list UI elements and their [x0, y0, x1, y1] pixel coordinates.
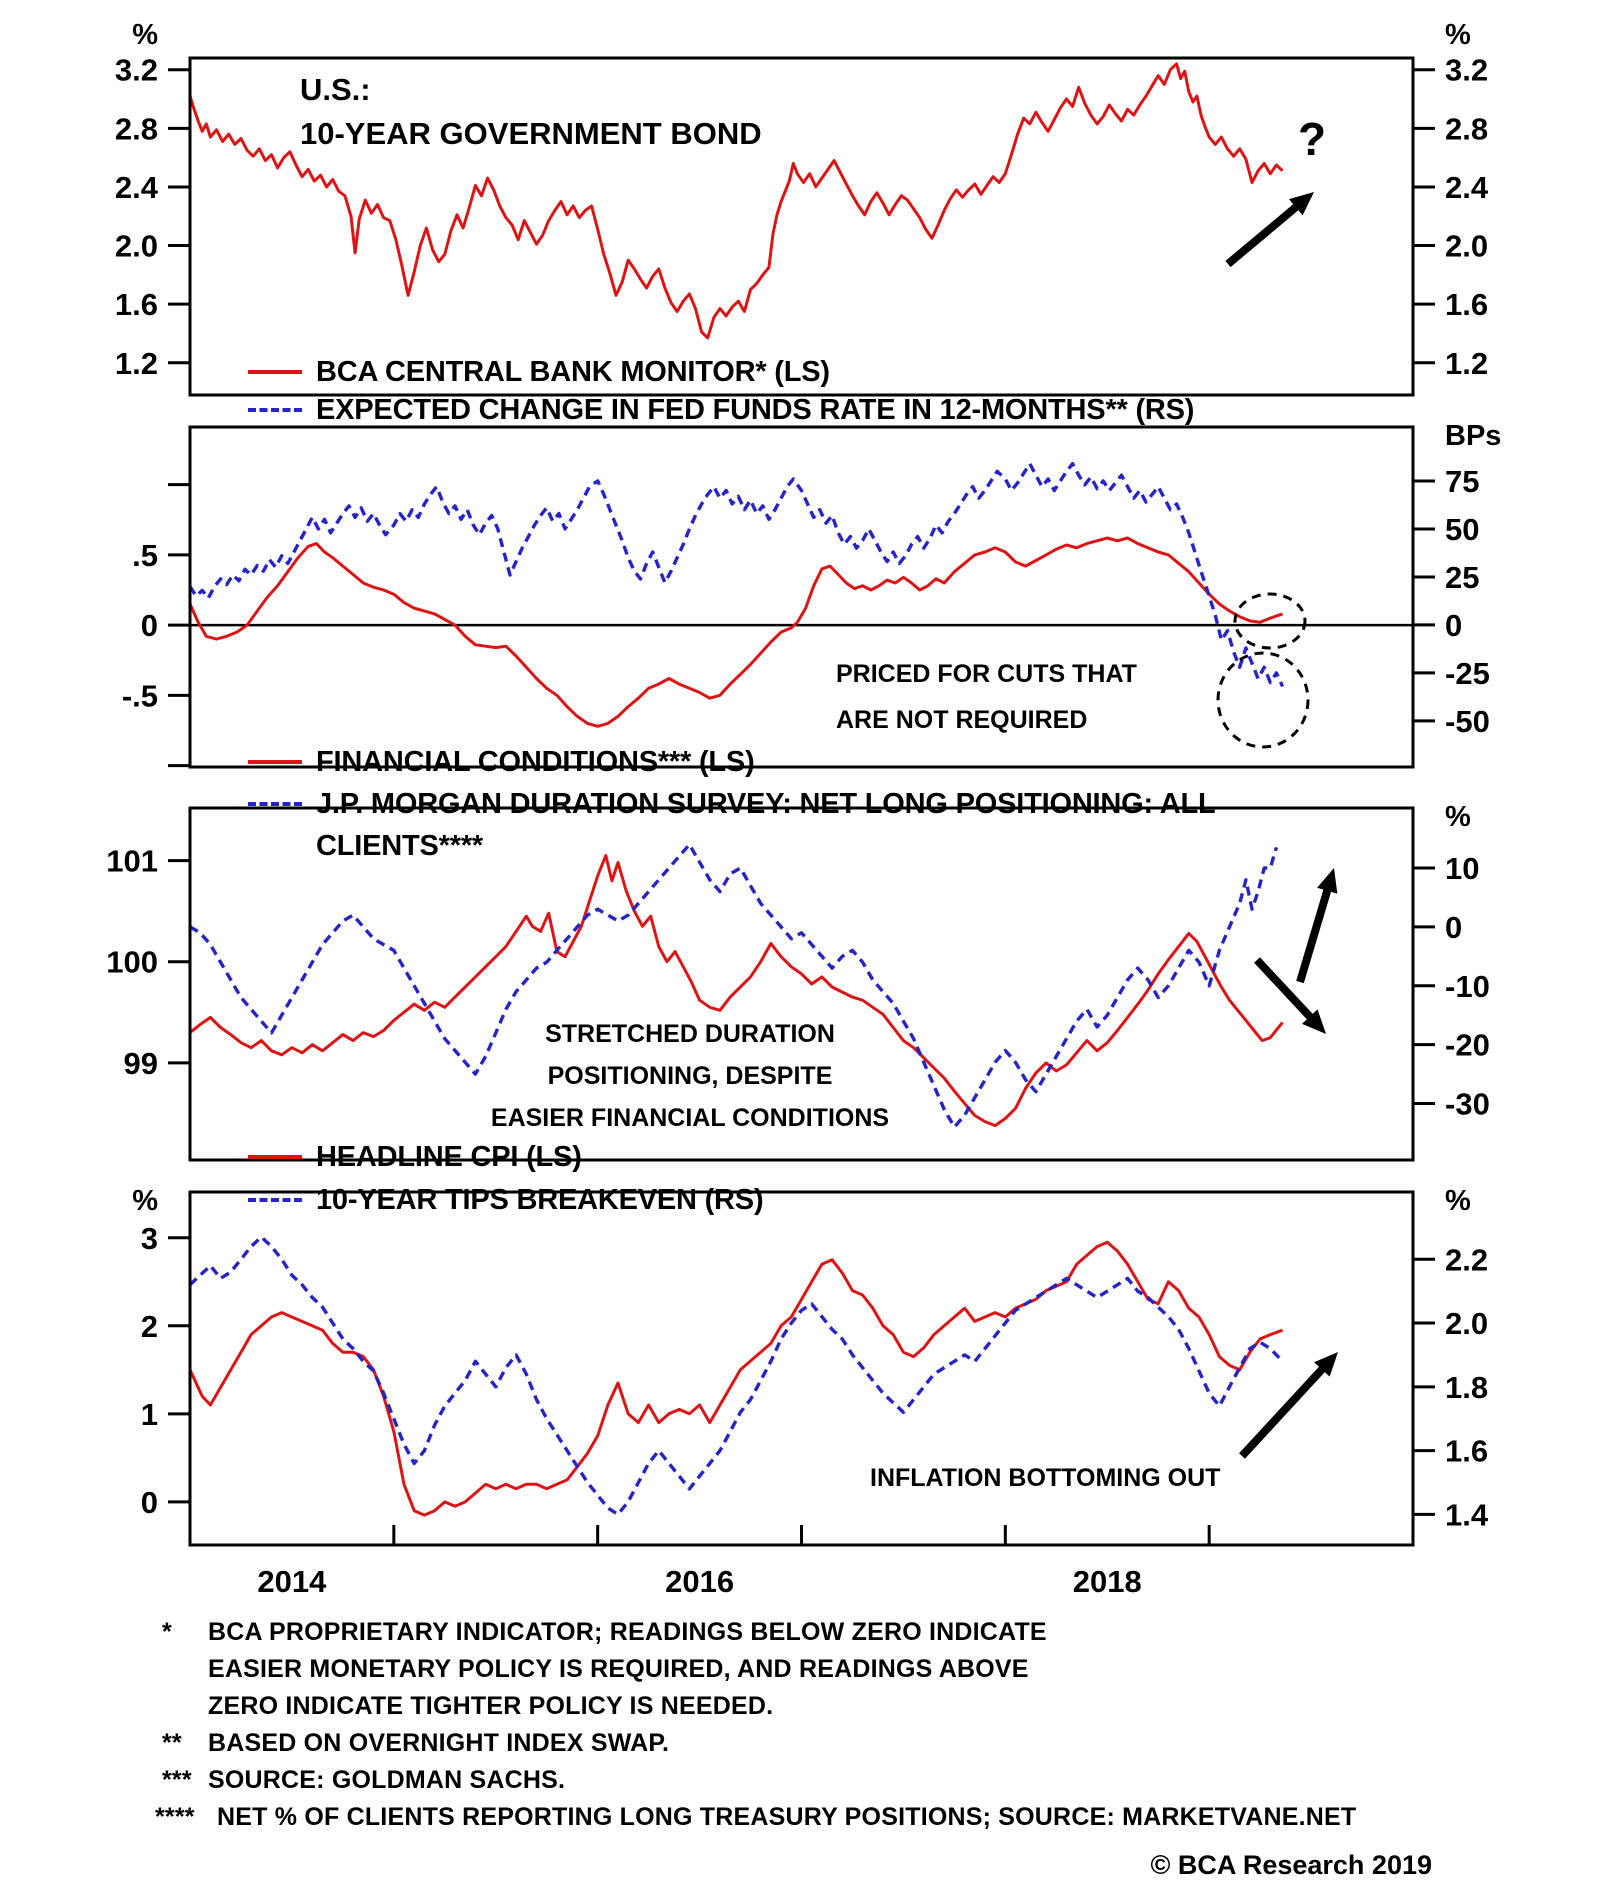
- axis-tick-label: -30: [1445, 1086, 1490, 1122]
- axis-tick-label: 0: [1445, 607, 1463, 643]
- axis-tick-label: -50: [1445, 703, 1490, 739]
- footnote-marker: ****: [155, 1803, 195, 1831]
- footnote-text: BCA PROPRIETARY INDICATOR; READINGS BELOW ZERO INDICATE: [208, 1618, 1047, 1646]
- legend-headline-cpi: [248, 1141, 582, 1173]
- legend-label: EXPECTED CHANGE IN FED FUNDS RATE IN 12-MONTHS** (RS): [316, 393, 1195, 426]
- x-axis-year-label: 2018: [1072, 1564, 1142, 1599]
- legend-label: FINANCIAL CONDITIONS*** (LS): [316, 745, 755, 778]
- chart-title-line2: 10-YEAR GOVERNMENT BOND: [300, 116, 762, 151]
- legend-label: CLIENTS****: [316, 829, 483, 862]
- legend-expected-fed-funds: [248, 394, 1194, 426]
- axis-tick-label: 25: [1445, 559, 1480, 595]
- axis-tick-label: 1.6: [114, 287, 158, 323]
- axis-tick-label: 1.6: [1445, 1433, 1489, 1469]
- x-axis-year-label: 2016: [665, 1564, 735, 1599]
- legend-label: HEADLINE CPI (LS): [316, 1140, 582, 1173]
- legend-tips-breakeven: [248, 1184, 763, 1216]
- axis-unit-label: %: [1445, 801, 1471, 833]
- question-mark-annotation: ?: [1298, 113, 1327, 165]
- axis-tick-label: 2.0: [114, 228, 158, 264]
- panel-frame-2: [190, 427, 1413, 767]
- axis-tick-label: -.5: [121, 678, 158, 714]
- red-line-swatch-icon: [248, 760, 302, 764]
- axis-tick-label: 2.0: [1445, 228, 1489, 264]
- axis-tick-label: 1.8: [1445, 1369, 1489, 1405]
- legend-central-bank-monitor: [248, 356, 830, 388]
- footnote-1: [162, 1618, 1047, 1647]
- axis-tick-label: 99: [123, 1045, 158, 1081]
- red-line-swatch-icon: [248, 370, 302, 374]
- axis-tick-label: 0: [140, 608, 158, 644]
- axis-tick-label: 3: [140, 1220, 158, 1256]
- axis-unit-label: %: [132, 19, 158, 51]
- annotation-arrow-head: [1317, 868, 1337, 894]
- footnote-marker: **: [162, 1729, 182, 1757]
- axis-tick-label: 2.2: [1445, 1242, 1489, 1278]
- legend-label: J.P. MORGAN DURATION SURVEY: NET LONG POSITIONING: ALL: [316, 787, 1216, 820]
- axis-tick-label: 2: [140, 1308, 158, 1344]
- annotation-arrow-shaft: [1300, 883, 1329, 982]
- stretched-duration-line3: EASIER FINANCIAL CONDITIONS: [490, 1104, 890, 1132]
- footnote-text: NET % OF CLIENTS REPORTING LONG TREASURY POSITIONS; SOURCE: MARKETVANE.NET: [217, 1803, 1357, 1831]
- footnote-1-cont2: [162, 1692, 773, 1721]
- axis-tick-label: 2.4: [114, 169, 158, 205]
- axis-tick-label: 0: [1445, 909, 1463, 945]
- axis-tick-label: 2.8: [1445, 111, 1489, 147]
- legend-financial-conditions: [248, 746, 755, 778]
- axis-tick-label: 2.8: [114, 111, 158, 147]
- blue-dashed-line-swatch-icon: [248, 408, 302, 412]
- annotation-arrow-shaft: [1242, 1364, 1327, 1456]
- red-line-swatch-icon: [248, 1155, 302, 1159]
- copyright-notice: © BCA Research 2019: [1150, 1850, 1432, 1880]
- footnote-4: [155, 1803, 1356, 1832]
- chart-title: [300, 68, 762, 156]
- axis-tick-label: 3.2: [1445, 52, 1489, 88]
- axis-tick-label: -20: [1445, 1027, 1490, 1063]
- blue-dashed-line-swatch-icon: [248, 802, 302, 806]
- footnote-text: BASED ON OVERNIGHT INDEX SWAP.: [208, 1729, 670, 1757]
- axis-tick-label: -25: [1445, 655, 1490, 691]
- priced-for-cuts-line1: PRICED FOR CUTS THAT: [836, 660, 1137, 688]
- axis-unit-label: %: [1445, 19, 1471, 51]
- axis-tick-label: 1: [140, 1396, 158, 1432]
- legend-jpm-duration-survey-line2: [316, 830, 483, 862]
- footnote-2: [162, 1729, 669, 1758]
- footnote-text: EASIER MONETARY POLICY IS REQUIRED, AND READINGS ABOVE: [208, 1655, 1029, 1683]
- legend-label: BCA CENTRAL BANK MONITOR* (LS): [316, 355, 830, 388]
- stretched-duration-annotation: [428, 1020, 952, 1133]
- footnote-text: SOURCE: GOLDMAN SACHS.: [208, 1766, 566, 1794]
- priced-for-cuts-line2: ARE NOT REQUIRED: [836, 706, 1088, 734]
- highlight-circle: [1235, 594, 1305, 648]
- annotation-arrow-shaft: [1228, 202, 1302, 264]
- axis-tick-label: 75: [1445, 463, 1480, 499]
- axis-tick-label: 50: [1445, 511, 1480, 547]
- footnote-text: ZERO INDICATE TIGHTER POLICY IS NEEDED.: [208, 1692, 774, 1720]
- axis-unit-label: %: [1445, 1185, 1471, 1217]
- footnote-3: [162, 1766, 565, 1795]
- axis-tick-label: 2.0: [1445, 1306, 1489, 1342]
- chart-title-line1: U.S.:: [300, 72, 371, 107]
- axis-tick-label: 101: [106, 843, 158, 879]
- axis-tick-label: 1.2: [114, 345, 158, 381]
- legend-jpm-duration-survey: [248, 788, 1216, 820]
- priced-for-cuts-annotation: [836, 660, 1137, 735]
- stretched-duration-line1: STRETCHED DURATION: [545, 1020, 835, 1048]
- axis-tick-label: 0: [140, 1484, 158, 1520]
- axis-tick-label: 2.4: [1445, 169, 1489, 205]
- x-axis-year-label: 2014: [257, 1564, 327, 1599]
- inflation-bottoming-annotation: INFLATION BOTTOMING OUT: [870, 1464, 1221, 1492]
- footnote-marker: *: [162, 1618, 172, 1646]
- axis-tick-label: -10: [1445, 968, 1490, 1004]
- footnote-marker: ***: [162, 1766, 192, 1794]
- axis-tick-label: 3.2: [114, 52, 158, 88]
- axis-unit-label: BPs: [1445, 420, 1502, 452]
- footnote-1-cont: [162, 1655, 1029, 1684]
- blue-dashed-line-swatch-icon: [248, 1198, 302, 1202]
- axis-tick-label: 1.4: [1445, 1497, 1489, 1533]
- axis-tick-label: 1.6: [1445, 287, 1489, 323]
- axis-unit-label: %: [132, 1185, 158, 1217]
- axis-tick-label: 100: [106, 944, 158, 980]
- axis-tick-label: 10: [1445, 851, 1480, 887]
- axis-tick-label: .5: [132, 537, 158, 573]
- stretched-duration-line2: POSITIONING, DESPITE: [547, 1062, 833, 1090]
- axis-tick-label: 1.2: [1445, 345, 1489, 381]
- legend-label: 10-YEAR TIPS BREAKEVEN (RS): [316, 1183, 764, 1216]
